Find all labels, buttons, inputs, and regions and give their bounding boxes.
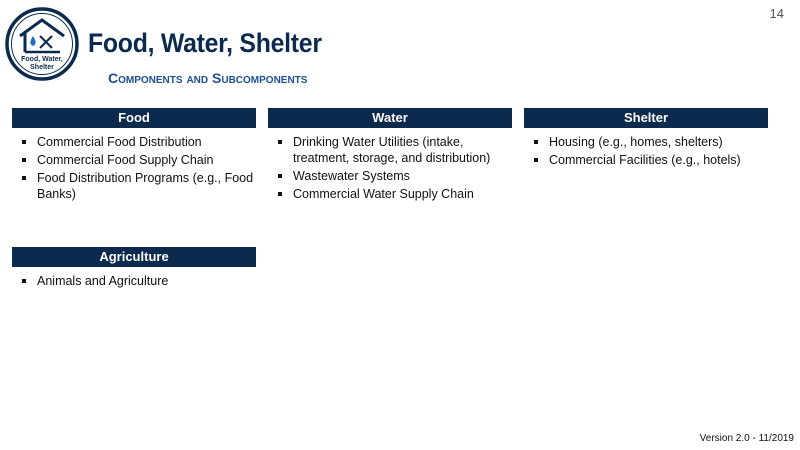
shelter-section xyxy=(524,108,768,170)
water-section-header: Water xyxy=(268,108,512,128)
agriculture-section xyxy=(12,247,256,291)
list-item: Commercial Water Supply Chain xyxy=(268,186,512,202)
list-item: Housing (e.g., homes, shelters) xyxy=(524,134,768,150)
agriculture-section-header: Agriculture xyxy=(12,247,256,267)
logo-label-line1: Food, Water, xyxy=(21,56,63,63)
list-item: Commercial Food Distribution xyxy=(12,134,256,150)
list-item: Wastewater Systems xyxy=(268,168,512,184)
list-item: Food Distribution Programs (e.g., Food Banks) xyxy=(12,170,256,202)
list-item: Commercial Facilities (e.g., hotels) xyxy=(524,152,768,168)
food-section-header: Food xyxy=(12,108,256,128)
shelter-section-header: Shelter xyxy=(524,108,768,128)
agriculture-list xyxy=(12,273,256,289)
food-water-shelter-logo-icon xyxy=(4,6,80,82)
logo-label-line2: Shelter xyxy=(30,64,54,71)
food-list xyxy=(12,134,256,202)
page-subtitle: Components and Subcomponents xyxy=(108,70,308,86)
food-section xyxy=(12,108,256,204)
water-section xyxy=(268,108,512,204)
page-title: Food, Water, Shelter xyxy=(88,28,322,58)
list-item: Animals and Agriculture xyxy=(12,273,256,289)
list-item: Drinking Water Utilities (intake, treatment, storage, and distribution) xyxy=(268,134,512,166)
version-label: Version 2.0 - 11/2019 xyxy=(699,433,794,444)
water-list xyxy=(268,134,512,202)
slide-number: 14 xyxy=(769,6,784,21)
list-item: Commercial Food Supply Chain xyxy=(12,152,256,168)
shelter-list xyxy=(524,134,768,168)
